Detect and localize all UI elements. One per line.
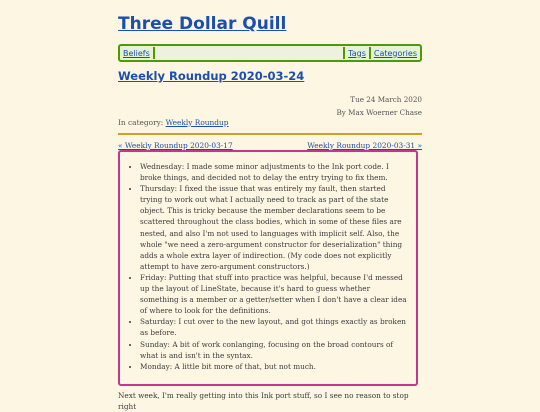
next-post-link[interactable]: Weekly Roundup 2020-03-31 » [307, 141, 422, 150]
post-author: By Max Woerner Chase [336, 108, 422, 117]
list-item: • Wednesday: I made some minor adjustments to the Ink port code. I broke things, and decided not to delay the entry trying to fix them. [140, 161, 408, 183]
list-item: • Thursday: I fixed the issue that was entirely my fault, then started trying to work out what I actually need to track as part of the state object. This is tricky because the member declarations seem to be scattered throughout the class bodies, which in some of these files are nested, and also I'm not used to languages with implicit self. Also, the whole "we need a zero-argument constructor for deserialization" thing adds a whole extra layer of indirection. (My code does not explicitly attempt to have zero-argument constructors.) [140, 183, 408, 272]
post-date: Tue 24 March 2020 [350, 95, 422, 104]
post-paragraph: Next week, I'm really getting into this Ink port stuff, so I see no reason to stop right [118, 391, 409, 411]
post-content [118, 150, 418, 386]
roundup-list [140, 161, 408, 372]
list-item: • Monday: A little bit more of that, but not much. [140, 361, 408, 372]
prev-post-link[interactable]: « Weekly Roundup 2020-03-17 [118, 141, 233, 150]
nav-spacer [155, 47, 343, 59]
post-title-link[interactable]: Weekly Roundup 2020-03-24 [118, 69, 305, 83]
nav-bar [118, 44, 422, 62]
nav-beliefs-link[interactable]: Beliefs [123, 48, 150, 58]
divider [118, 133, 422, 135]
nav-tags-link[interactable]: Tags [348, 48, 366, 58]
category-prefix: In category: [118, 118, 164, 127]
list-item: • Saturday: I cut over to the new layout, and got things exactly as broken as before. [140, 316, 408, 338]
nav-categories-link[interactable]: Categories [373, 48, 417, 58]
category-link[interactable]: Weekly Roundup [165, 118, 229, 127]
site-title-link[interactable]: Three Dollar Quill [118, 14, 287, 34]
list-item: • Sunday: A bit of work conlanging, focusing on the broad contours of what is and isn't in the syntax. [140, 339, 408, 361]
post-category [118, 118, 229, 127]
list-item: • Friday: Putting that stuff into practice was helpful, because I'd messed up the layout of LineState, because it's hard to guess whether something is a member or a getter/setter when I don't have a clear idea of where to look for the definitions. [140, 272, 408, 316]
